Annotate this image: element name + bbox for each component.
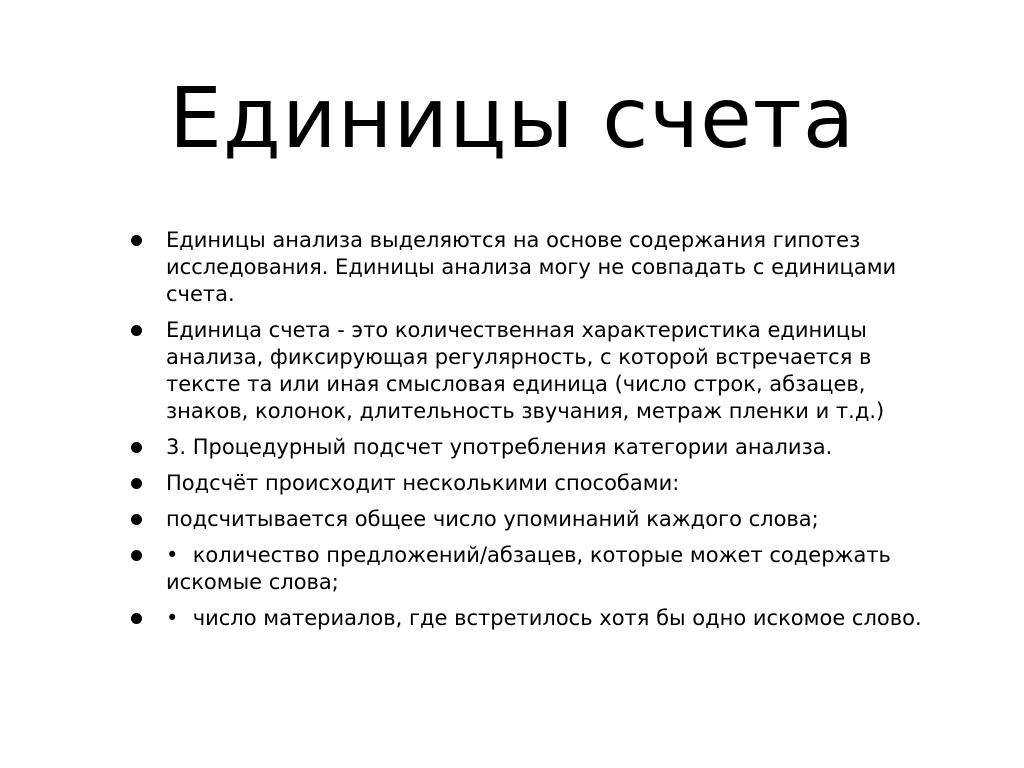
list-item <box>128 227 928 308</box>
bullet-icon <box>131 442 142 453</box>
bullet-text: Подсчёт происходит несколькими способами: <box>166 471 680 495</box>
bullet-icon <box>131 478 142 489</box>
list-item <box>128 434 928 461</box>
bullet-icon <box>131 325 142 336</box>
bullet-text: Единица счета - это количественная характеристика единицы анализа, фиксирующая регулярность, с которой встречается в тексте та или иная смысловая единица (число строк, абзацев, знаков, колонок, длительность звучания, метраж пленки и т.д.) <box>166 318 885 423</box>
list-item <box>128 317 928 425</box>
bullet-icon <box>131 514 142 525</box>
bullet-text: Единицы анализа выделяются на основе содержания гипотез исследования. Единицы анализа могу не совпадать с единицами счета. <box>166 228 903 306</box>
list-item <box>128 605 928 632</box>
bullet-text: • количество предложений/абзацев, которые может содержать искомые слова; <box>166 543 898 594</box>
bullet-text: 3. Процедурный подсчет употребления категории анализа. <box>166 435 833 459</box>
list-item <box>128 542 928 596</box>
slide-title: Единицы счета <box>168 69 856 167</box>
bullet-text: подсчитывается общее число упоминаний каждого слова; <box>166 507 819 531</box>
bullet-icon <box>131 235 142 246</box>
bullet-list <box>128 227 928 641</box>
bullet-icon <box>131 550 142 561</box>
list-item <box>128 506 928 533</box>
bullet-icon <box>131 613 142 624</box>
bullet-text: • число материалов, где встретилось хотя бы одно искомое слово. <box>166 606 922 630</box>
list-item <box>128 470 928 497</box>
